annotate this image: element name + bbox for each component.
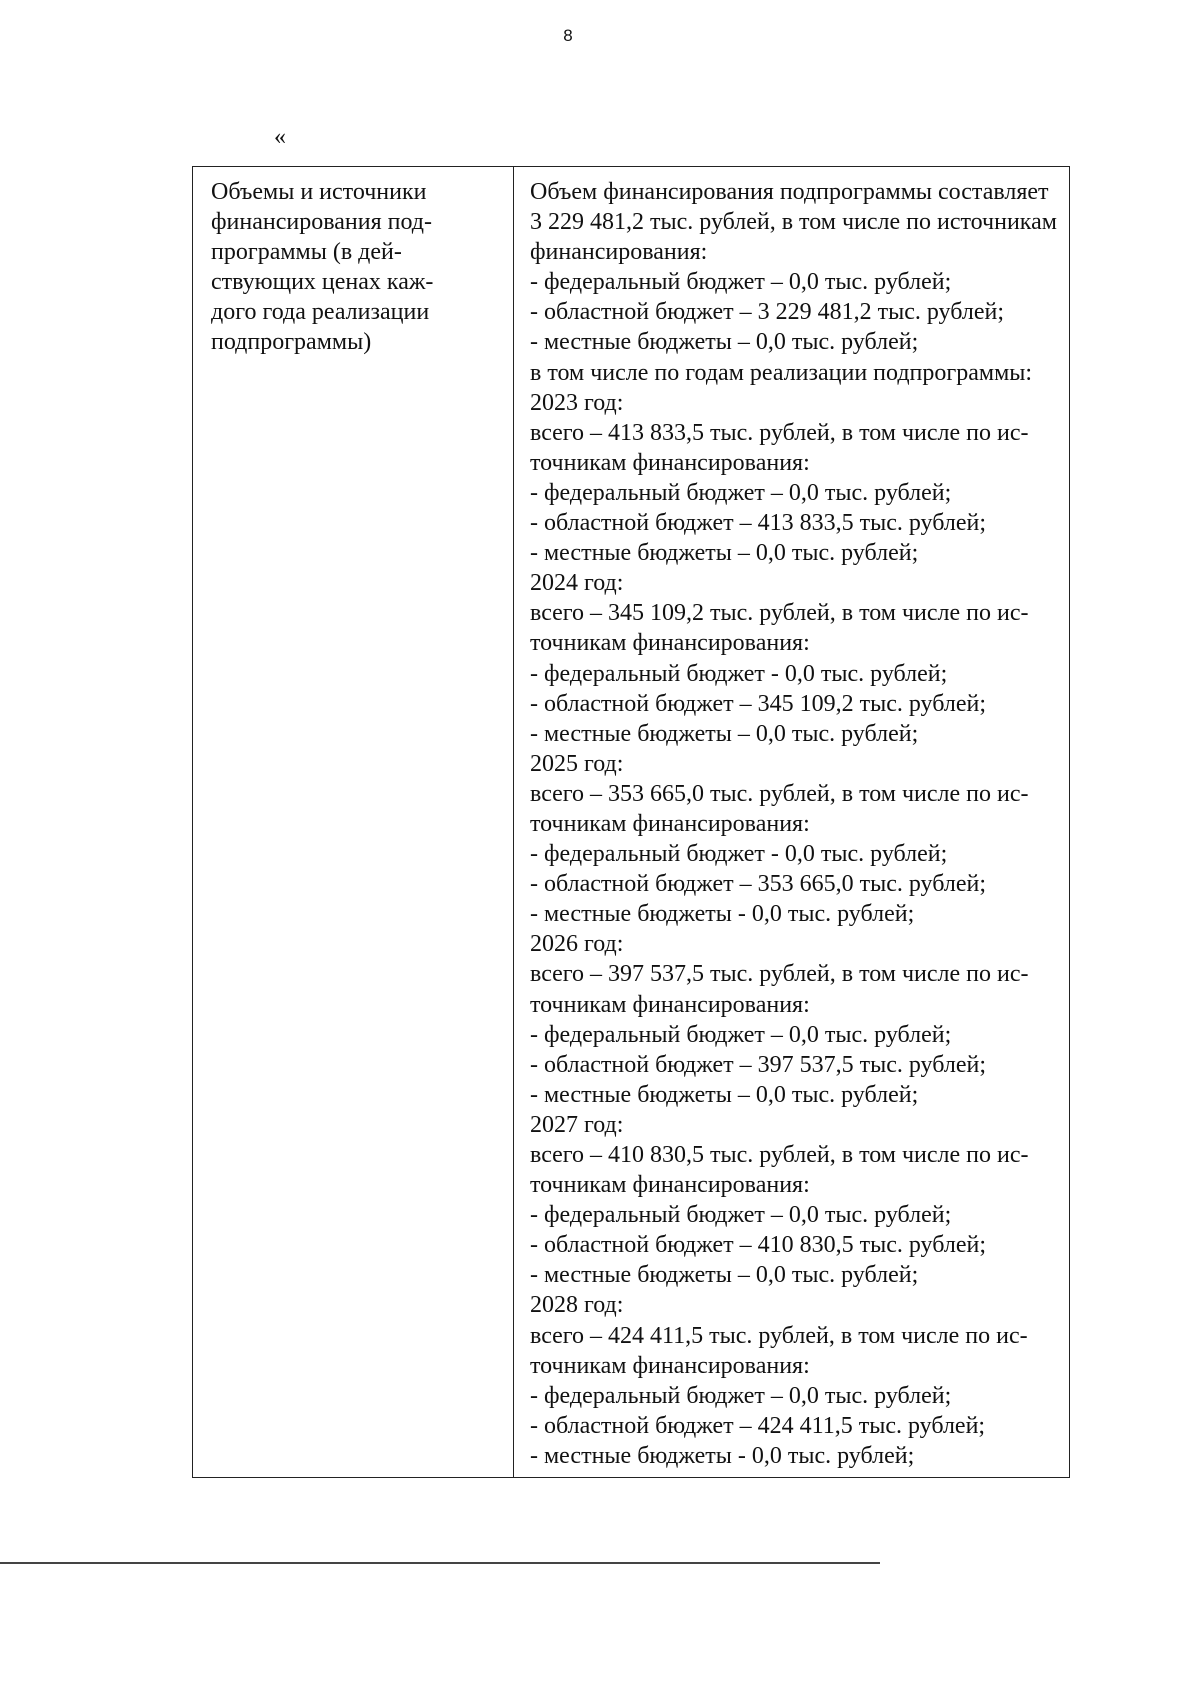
detail-line: всего – 410 830,5 тыс. рублей, в том числе по ис-	[530, 1142, 1029, 1168]
detail-line: 2027 год:	[530, 1111, 624, 1138]
detail-line: - местные бюджеты - 0,0 тыс. рублей;	[530, 1442, 915, 1469]
label-line: дого года реализации	[211, 299, 430, 326]
page-number: 8	[563, 26, 573, 45]
detail-line: точникам финансирования:	[530, 1172, 810, 1199]
detail-line: точникам финансирования:	[530, 449, 810, 476]
detail-line: - областной бюджет – 397 537,5 тыс. рублей;	[530, 1051, 986, 1078]
label-line: финансирования под-	[211, 209, 432, 236]
detail-line: - федеральный бюджет – 0,0 тыс. рублей;	[530, 1382, 952, 1409]
detail-line: 2023 год:	[530, 389, 624, 416]
detail-line: - областной бюджет – 424 411,5 тыс. рублей;	[530, 1412, 986, 1439]
detail-line: - областной бюджет – 345 109,2 тыс. рублей;	[530, 690, 986, 717]
detail-line: - областной бюджет – 413 833,5 тыс. рублей;	[530, 510, 986, 537]
detail-line: точникам финансирования:	[530, 810, 810, 837]
detail-line: всего – 397 537,5 тыс. рублей, в том числе по ис-	[530, 961, 1029, 988]
detail-line: - областной бюджет – 410 830,5 тыс. рублей;	[530, 1232, 986, 1259]
detail-line: - федеральный бюджет – 0,0 тыс. рублей;	[530, 1021, 952, 1048]
detail-line: 2028 год:	[530, 1292, 624, 1319]
detail-line: - федеральный бюджет – 0,0 тыс. рублей;	[530, 1202, 952, 1229]
detail-line: - местные бюджеты – 0,0 тыс. рублей;	[530, 720, 919, 747]
detail-line: - областной бюджет – 3 229 481,2 тыс. рублей;	[530, 299, 1004, 326]
detail-line: всего – 413 833,5 тыс. рублей, в том числе по ис-	[530, 419, 1029, 446]
bottom-rule	[0, 1562, 880, 1564]
label-line: Объемы и источники	[211, 179, 427, 205]
label-line: программы (в дей-	[211, 239, 402, 266]
funding-table	[192, 166, 1070, 1478]
detail-line: в том числе по годам реализации подпрограммы:	[530, 359, 1033, 386]
funding-details-cell	[514, 167, 1070, 1478]
detail-line: - местные бюджеты - 0,0 тыс. рублей;	[530, 901, 915, 928]
detail-line: Объем финансирования подпрограммы составляет	[530, 179, 1049, 205]
detail-line: - местные бюджеты – 0,0 тыс. рублей;	[530, 329, 919, 356]
detail-line: 2025 год:	[530, 750, 624, 777]
detail-line: - местные бюджеты – 0,0 тыс. рублей;	[530, 1262, 919, 1289]
detail-line: точникам финансирования:	[530, 630, 810, 657]
detail-line: - федеральный бюджет - 0,0 тыс. рублей;	[530, 660, 948, 687]
detail-line: 2024 год:	[530, 570, 624, 597]
detail-line: всего – 424 411,5 тыс. рублей, в том числе по ис-	[530, 1322, 1028, 1349]
detail-line: - областной бюджет – 353 665,0 тыс. рублей;	[530, 871, 986, 898]
detail-line: 2026 год:	[530, 931, 624, 958]
detail-line: - федеральный бюджет – 0,0 тыс. рублей;	[530, 269, 952, 296]
detail-line: - местные бюджеты – 0,0 тыс. рублей;	[530, 1081, 919, 1108]
opening-quotation-mark: «	[274, 124, 286, 150]
table-row	[193, 167, 1070, 1478]
label-line: подпрограммы)	[211, 329, 372, 356]
funding-label-cell	[193, 167, 514, 1478]
detail-line: 3 229 481,2 тыс. рублей, в том числе по источникам	[530, 209, 1057, 236]
detail-line: - местные бюджеты – 0,0 тыс. рублей;	[530, 540, 919, 567]
detail-line: точникам финансирования:	[530, 991, 810, 1018]
detail-line: - федеральный бюджет – 0,0 тыс. рублей;	[530, 479, 952, 506]
label-line: ствующих ценах каж-	[211, 269, 434, 296]
detail-line: финансирования:	[530, 239, 708, 266]
detail-line: - федеральный бюджет - 0,0 тыс. рублей;	[530, 841, 948, 868]
detail-line: всего – 353 665,0 тыс. рублей, в том числе по ис-	[530, 780, 1029, 807]
detail-line: всего – 345 109,2 тыс. рублей, в том числе по ис-	[530, 600, 1029, 627]
detail-line: точникам финансирования:	[530, 1352, 810, 1379]
